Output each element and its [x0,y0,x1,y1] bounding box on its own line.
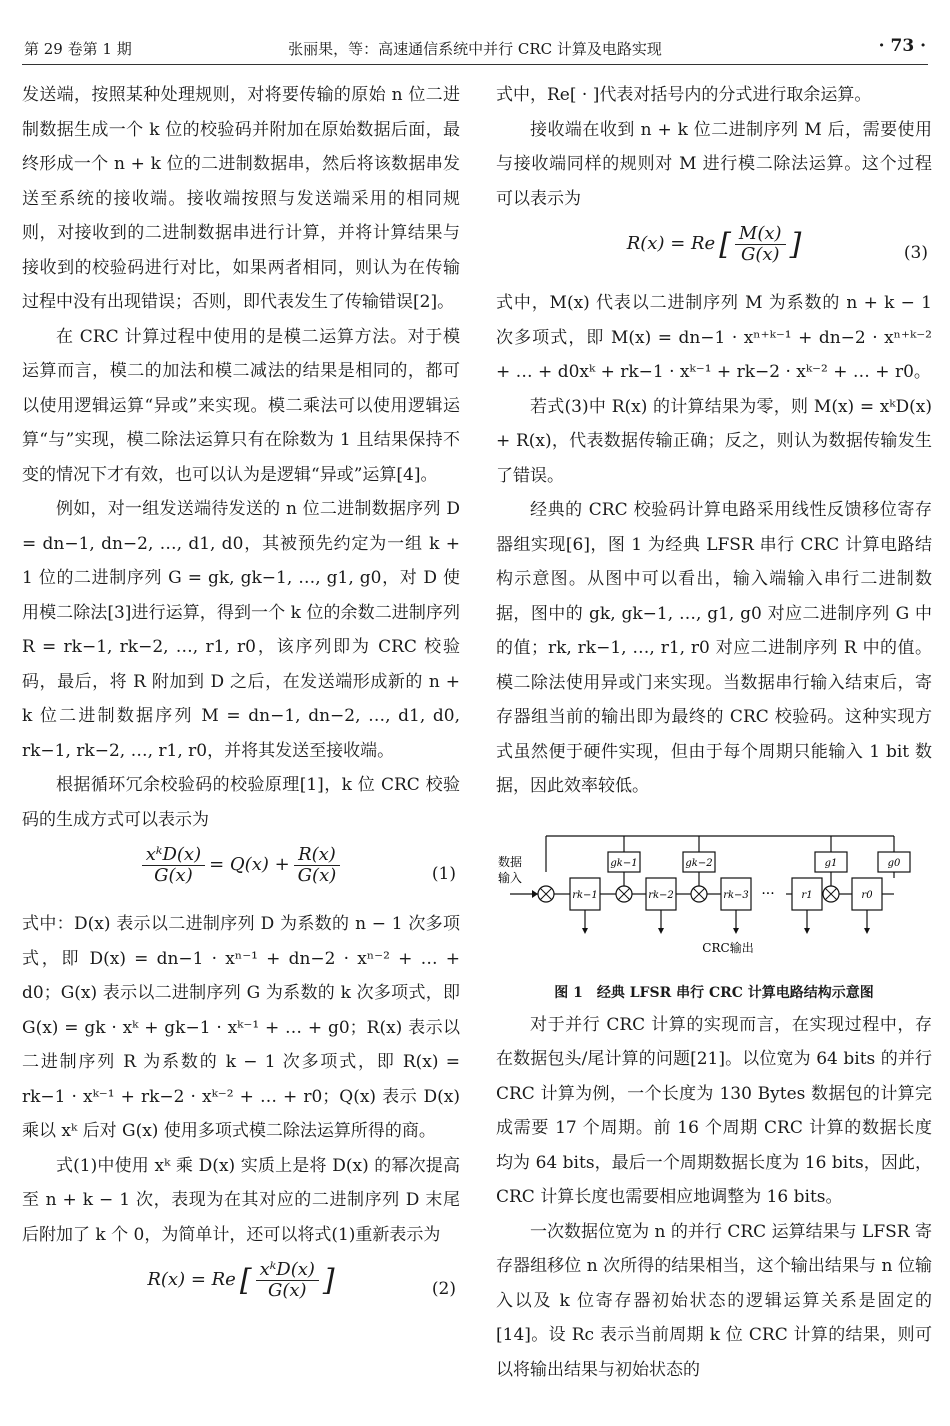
figure-caption: 图 1 经典 LFSR 串行 CRC 计算电路结构示意图 [554,984,874,1001]
equation-1 [22,837,460,907]
register-label-r1: r1 [801,889,813,901]
left-paragraph-2: 在 CRC 计算过程中使用的是模二运算方法。对于模运算而言，模二的加法和模二减法的结果是相同的，都可以使用逻辑运算“异或”来实现。模二乘法可以使用逻辑运算“与”实现，模二除法运算只有在除数为 1 且结果保持不变的情况下才有效，也可以认为是逻辑“异或”运算[4]。 [22,326,460,485]
register-label-rk2: rk−2 [648,889,674,901]
lfsr-figure [496,810,932,960]
left-paragraph-3: 例如，对一组发送端待发送的 n 位二进制数据序列 D = dn−1, dn−2, …, d1, d0，其被预先约定为一组 k + 1 位的二进制序列 G = gk, gk−1, …, g1, g0，对 D 使用模二除法[3]进行运算，得到一个 k 位的余数二进制序列 R = rk−1, rk−2, …, r1, r0，该序列即为 CRC 校验码，最后，将 R 附加到 D 之后，在发送端形成新的 n + k 位二进制数据序列 M = dn−1, dn−2, …, d1, d0, rk−1, rk−2, …, r1, r0，并将其发送至接收端。 [22,499,460,761]
eq1-middle: = Q(x) + [209,854,290,876]
arrow-out-r1 [804,928,810,934]
equation-3: R(x) = Re [ $\frac{M(x)}{G(x)}$ ] (3) [496,216,932,286]
right-paragraph-5: 经典的 CRC 校验码计算电路采用线性反馈移位寄存器组实现[6]，图 1 为经典 LFSR 串行 CRC 计算电路结构示意图。从图中可以看出，输入端输入串行二进制数据，图中的 gk, gk−1, …, g1, g0 对应二进制序列 G 中的值；rk, rk−1, …, r1, r0 对应二进制序列 R 中的值。模二除法使用异或门来实现。当数据串行输入结束后，寄存器组当前的输出即为最终的 CRC 校验码。这种实现方式虽然便于硬件实现，但由于每个周期只能输入 1 bit 数据，因此效率较低。 [496,500,932,796]
eq2-numerator: xᵏD(x) [256,1260,319,1281]
left-paragraph-5: 式中：D(x) 表示以二进制序列 D 为系数的 n − 1 次多项式，即 D(x) = dn−1 · xⁿ⁻¹ + dn−2 · xⁿ⁻² + … + d0；G(x) 表示以二进制序列 G 为系数的 k 次多项式，即 G(x) = gk · xᵏ + gk−1 · xᵏ⁻¹ + … + g0；R(x) 表示以二进制序列 R 为系数的 k − 1 次多项式，即 R(x) = rk−1 · xᵏ⁻¹ + rk−2 · xᵏ⁻² + … + r0；Q(x) 表示 D(x) 乘以 xᵏ 后对 G(x) 使用多项式模二除法运算所得的商。 [22,914,460,1141]
eq1-number: (1) [431,864,456,884]
arrow-out-rk2 [658,928,664,934]
register-label-rk1: rk−1 [572,889,598,901]
crc-output-label: CRC输出 [702,940,754,955]
input-label-line2: 输入 [498,870,523,885]
tap-label-gk1: gk−1 [610,857,638,869]
journal-issue: 第 29 卷第 1 期 [24,40,132,58]
arrow-input [532,890,538,898]
left-paragraph-1: 发送端，按照某种处理规则，对将要传输的原始 n 位二进制数据生成一个 k 位的校验码并附加在原始数据后面，最终形成一个 n + k 位的二进制数据串，然后将该数据串发送至系统的接收端。接收端按照与发送端采用的相同规则，对接收到的二进制数据串进行计算，并将计算结果与接收到的校验码进行对比，如果两者相同，则认为在传输过程中没有出现错误；否则，即代表发生了传输错误[2]。 [22,85,460,312]
arrow-out-rk1 [582,928,588,934]
eq1-rhs-numerator: R(x) [294,845,340,866]
eq2-denominator: G(x) [267,1280,307,1301]
eq1-rhs-denominator: G(x) [297,865,337,886]
register-label-r0: r0 [861,889,873,901]
eq2-lhs: R(x) = Re [147,1269,236,1291]
right-column [496,78,932,1387]
right-paragraph-1: 式中，Re[ · ]代表对括号内的分式进行取余运算。 [496,85,872,105]
right-paragraph-4: 若式(3)中 R(x) 的计算结果为零，则 M(x) = xᵏD(x) + R(x)，代表数据传输正确；反之，则认为数据传输发生了错误。 [496,396,932,486]
page-header [22,36,928,65]
tap-label-gk2: gk−2 [685,857,713,869]
eq1-lhs-numerator: xᵏD(x) [142,845,205,866]
register-label-rk3: rk−3 [723,889,749,901]
register-ellipsis: ··· [761,885,775,902]
tap-label-g0: g0 [887,857,901,869]
tap-label-g1: g1 [824,857,838,869]
arrow-out-r0 [864,928,870,934]
eq3-number: (3) [903,243,928,263]
lfsr-diagram [496,810,932,960]
input-label-line1: 数据 [498,854,523,869]
right-paragraph-7: 一次数据位宽为 n 的并行 CRC 运算结果与 LFSR 寄存器组移位 n 次所得的结果相当，这个输出结果与 n 位输入以及 k 位寄存器初始状态的逻辑运算关系是固定的[14]。设 Rc 表示当前周期 k 位 CRC 计算的结果，则可以将输出结果与初始状态的 [496,1221,932,1380]
page-number: · 73 · [878,36,926,56]
left-paragraph-6: 式(1)中使用 xᵏ 乘 D(x) 实质上是将 D(x) 的幂次提高至 n + k − 1 次，表现为在其对应的二进制序列 D 末尾后附加了 k 个 0，为简单计，还可以将式(1)重新表示为 [22,1155,460,1245]
eq3-numerator: M(x) [735,224,786,245]
right-paragraph-6: 对于并行 CRC 计算的实现而言，在实现过程中，存在数据包头/尾计算的问题[21]。以位宽为 64 bits 的并行 CRC 计算为例，一个长度为 130 Bytes 数据包的计算完成需要 17 个周期。前 16 个周期 CRC 计算的数据长度均为 64 bits，最后一个周期数据长度为 16 bits，因此，CRC 计算长度也需要相应地调整为 16 bits。 [496,1014,932,1207]
equation-2: R(x) = Re [ $\frac{\text{xᵏD(x)}}{G(x)}$ ] (2) [22,1252,460,1322]
eq1-lhs-denominator: G(x) [154,865,193,886]
running-title: 张丽果，等：高速通信系统中并行 CRC 计算及电路实现 [288,40,662,58]
left-column [22,78,460,1322]
eq2-number: (2) [431,1279,456,1299]
right-paragraph-3: 式中，M(x) 代表以二进制序列 M 为系数的 n + k − 1 次多项式，即 M(x) = dn−1 · xⁿ⁺ᵏ⁻¹ + dn−2 · xⁿ⁺ᵏ⁻² + … + d0xᵏ + rk−1 · xᵏ⁻¹ + rk−2 · xᵏ⁻² + … + r0。 [496,293,932,382]
arrow-out-rk3 [733,928,739,934]
eq3-denominator: G(x) [740,244,780,265]
left-paragraph-4: 根据循环冗余校验码的校验原理[1]，k 位 CRC 校验码的生成方式可以表示为 [22,775,460,830]
right-paragraph-2: 接收端在收到 n + k 位二进制序列 M 后，需要使用与接收端同样的规则对 M 进行模二除法运算。这个过程可以表示为 [496,119,932,209]
eq3-lhs: R(x) = Re [626,233,716,255]
